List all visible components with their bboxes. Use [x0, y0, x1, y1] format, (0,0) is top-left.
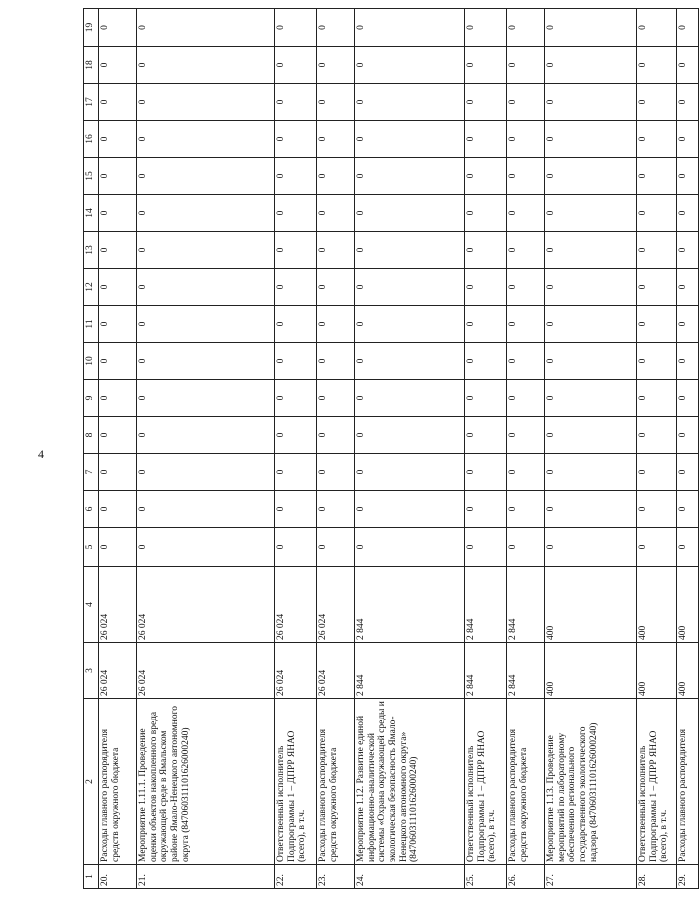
value-cell: 0: [677, 491, 699, 528]
column-header: 12: [84, 269, 99, 306]
value-cell: 0: [637, 9, 677, 47]
value-cell: 0: [317, 417, 355, 454]
value-cell: 0: [545, 195, 637, 232]
value-cell: 0: [355, 121, 465, 158]
value-cell: 0: [317, 454, 355, 491]
value-cell: 0: [317, 121, 355, 158]
value-cell: 0: [545, 9, 637, 47]
value-cell: 0: [465, 528, 507, 567]
column-header: 18: [84, 47, 99, 84]
value-cell: 0: [545, 343, 637, 380]
value-cell: 0: [637, 269, 677, 306]
value-cell: 0: [99, 47, 137, 84]
value-cell: 0: [317, 195, 355, 232]
value-cell: 0: [275, 47, 317, 84]
value-cell: 0: [677, 232, 699, 269]
budget-table: [83, 8, 699, 889]
value-cell: 0: [637, 417, 677, 454]
value-cell: 0: [677, 269, 699, 306]
value-cell: 0: [355, 84, 465, 121]
value-cell: 0: [317, 9, 355, 47]
value-cell: 0: [99, 9, 137, 47]
column-header: 7: [84, 454, 99, 491]
value-cell: 0: [355, 232, 465, 269]
table-row: [507, 9, 545, 889]
table-row: [137, 9, 275, 889]
value-cell: 0: [99, 232, 137, 269]
value-cell: 0: [507, 47, 545, 84]
value-cell: 0: [465, 232, 507, 269]
row-description: Ответственный исполнитель Подпрограммы 1 – ДПРР ЯНАО (всего), в т.ч.: [465, 699, 507, 865]
value-cell: 0: [465, 269, 507, 306]
value-cell: 0: [355, 47, 465, 84]
column-header: 16: [84, 121, 99, 158]
value-cell: 0: [637, 121, 677, 158]
value-cell: 2 844: [507, 643, 545, 699]
table-body: [99, 9, 699, 889]
row-number: 26.: [507, 865, 545, 889]
value-cell: 0: [465, 491, 507, 528]
value-cell: 0: [355, 195, 465, 232]
value-cell: 0: [637, 343, 677, 380]
value-cell: 0: [507, 232, 545, 269]
table-row: [465, 9, 507, 889]
value-cell: 0: [137, 306, 275, 343]
value-cell: 0: [545, 417, 637, 454]
value-cell: 0: [275, 491, 317, 528]
value-cell: 0: [545, 84, 637, 121]
table-row: [677, 9, 699, 889]
row-description: Расходы главного распорядителя: [677, 699, 699, 865]
value-cell: 0: [465, 9, 507, 47]
value-cell: 0: [545, 306, 637, 343]
value-cell: 0: [507, 417, 545, 454]
value-cell: 0: [355, 306, 465, 343]
value-cell: 0: [137, 232, 275, 269]
row-number: 29.: [677, 865, 699, 889]
value-cell: 0: [99, 528, 137, 567]
value-cell: 0: [545, 380, 637, 417]
value-cell: 0: [137, 269, 275, 306]
value-cell: 0: [545, 491, 637, 528]
value-cell: 2 844: [465, 643, 507, 699]
value-cell: 0: [637, 306, 677, 343]
value-cell: 0: [637, 195, 677, 232]
value-cell: 0: [137, 195, 275, 232]
column-header: 4: [84, 567, 99, 643]
table-row: [275, 9, 317, 889]
value-cell: 0: [637, 158, 677, 195]
value-cell: 0: [465, 380, 507, 417]
value-cell: 2 844: [355, 643, 465, 699]
value-cell: 0: [637, 380, 677, 417]
value-cell: 0: [275, 454, 317, 491]
value-cell: 26 024: [137, 567, 275, 643]
row-number: 23.: [317, 865, 355, 889]
page-number: 4: [38, 447, 44, 461]
value-cell: 0: [637, 454, 677, 491]
value-cell: 400: [545, 567, 637, 643]
header-row: [84, 9, 99, 889]
value-cell: 0: [507, 158, 545, 195]
row-description: Расходы главного распорядителя средств окружного бюджета: [317, 699, 355, 865]
value-cell: 0: [677, 84, 699, 121]
value-cell: 0: [317, 306, 355, 343]
value-cell: 0: [545, 158, 637, 195]
value-cell: 0: [275, 528, 317, 567]
column-header: 19: [84, 9, 99, 47]
value-cell: 0: [137, 9, 275, 47]
value-cell: 0: [465, 417, 507, 454]
value-cell: 0: [637, 47, 677, 84]
value-cell: 0: [137, 121, 275, 158]
value-cell: 0: [677, 47, 699, 84]
value-cell: 0: [137, 380, 275, 417]
value-cell: 0: [275, 380, 317, 417]
value-cell: 0: [465, 454, 507, 491]
row-description: Мероприятие 1.11.1. Проведение оценки объектов накопленного вреда окружающей среде в Ямальском районе Ямало-Ненецкого автономного округа (847060311101626000240): [137, 699, 275, 865]
value-cell: 0: [275, 121, 317, 158]
value-cell: 0: [275, 158, 317, 195]
value-cell: 0: [545, 121, 637, 158]
value-cell: 0: [275, 417, 317, 454]
value-cell: 0: [507, 454, 545, 491]
value-cell: 400: [637, 567, 677, 643]
table-row: [637, 9, 677, 889]
value-cell: 0: [317, 528, 355, 567]
value-cell: 0: [677, 121, 699, 158]
column-header: 14: [84, 195, 99, 232]
table-row: [317, 9, 355, 889]
value-cell: 0: [465, 343, 507, 380]
value-cell: 0: [317, 343, 355, 380]
column-header: 10: [84, 343, 99, 380]
value-cell: 0: [275, 343, 317, 380]
value-cell: 0: [637, 232, 677, 269]
value-cell: 0: [465, 121, 507, 158]
value-cell: 0: [677, 158, 699, 195]
value-cell: 0: [677, 195, 699, 232]
value-cell: 400: [677, 643, 699, 699]
table-row: [545, 9, 637, 889]
value-cell: 0: [99, 343, 137, 380]
row-number: 21.: [137, 865, 275, 889]
value-cell: 0: [137, 491, 275, 528]
value-cell: 26 024: [275, 567, 317, 643]
row-number: 20.: [99, 865, 137, 889]
value-cell: 0: [677, 9, 699, 47]
row-description: Ответственный исполнитель Подпрограммы 1 – ДПРР ЯНАО (всего), в т.ч.: [275, 699, 317, 865]
value-cell: 0: [465, 306, 507, 343]
value-cell: 0: [465, 195, 507, 232]
column-header: 5: [84, 528, 99, 567]
column-header: 9: [84, 380, 99, 417]
value-cell: 0: [355, 9, 465, 47]
value-cell: 0: [677, 343, 699, 380]
column-header: 15: [84, 158, 99, 195]
value-cell: 0: [137, 84, 275, 121]
value-cell: 0: [355, 158, 465, 195]
value-cell: 2 844: [465, 567, 507, 643]
value-cell: 0: [355, 528, 465, 567]
value-cell: 0: [275, 84, 317, 121]
column-header: 3: [84, 643, 99, 699]
value-cell: 0: [137, 454, 275, 491]
value-cell: 26 024: [275, 643, 317, 699]
row-number: 25.: [465, 865, 507, 889]
value-cell: 0: [507, 195, 545, 232]
value-cell: 0: [275, 269, 317, 306]
value-cell: 0: [465, 158, 507, 195]
value-cell: 26 024: [317, 643, 355, 699]
row-description: Ответственный исполнитель Подпрограммы 1 – ДПРР ЯНАО (всего), в т.ч.: [637, 699, 677, 865]
row-description: Расходы главного распорядителя средств окружного бюджета: [99, 699, 137, 865]
value-cell: 0: [507, 269, 545, 306]
value-cell: 2 844: [355, 567, 465, 643]
row-number: 24.: [355, 865, 465, 889]
value-cell: 0: [275, 195, 317, 232]
column-header: 6: [84, 491, 99, 528]
value-cell: 0: [465, 47, 507, 84]
value-cell: 0: [355, 380, 465, 417]
value-cell: 0: [317, 84, 355, 121]
value-cell: 0: [99, 491, 137, 528]
column-header: 11: [84, 306, 99, 343]
value-cell: 0: [545, 269, 637, 306]
value-cell: 26 024: [99, 643, 137, 699]
value-cell: 0: [637, 84, 677, 121]
column-header: 13: [84, 232, 99, 269]
value-cell: 0: [355, 491, 465, 528]
value-cell: 0: [545, 232, 637, 269]
value-cell: 26 024: [317, 567, 355, 643]
value-cell: 0: [275, 9, 317, 47]
value-cell: 0: [507, 84, 545, 121]
value-cell: 0: [677, 528, 699, 567]
row-number: 27.: [545, 865, 637, 889]
value-cell: 0: [99, 454, 137, 491]
value-cell: 0: [465, 84, 507, 121]
value-cell: 0: [137, 47, 275, 84]
value-cell: 0: [317, 232, 355, 269]
value-cell: 0: [355, 343, 465, 380]
value-cell: 2 844: [507, 567, 545, 643]
value-cell: 0: [99, 380, 137, 417]
row-description: Расходы главного распорядителя средств окружного бюджета: [507, 699, 545, 865]
rotated-page-content: [83, 9, 688, 889]
value-cell: 0: [317, 47, 355, 84]
value-cell: 0: [677, 454, 699, 491]
value-cell: 0: [637, 528, 677, 567]
value-cell: 0: [317, 380, 355, 417]
column-header: 2: [84, 699, 99, 865]
value-cell: 0: [545, 47, 637, 84]
value-cell: 0: [137, 343, 275, 380]
table-row: [99, 9, 137, 889]
value-cell: 26 024: [137, 643, 275, 699]
column-header: 8: [84, 417, 99, 454]
value-cell: 0: [99, 269, 137, 306]
value-cell: 0: [355, 269, 465, 306]
value-cell: 0: [677, 417, 699, 454]
value-cell: 0: [275, 306, 317, 343]
value-cell: 0: [137, 158, 275, 195]
value-cell: 400: [545, 643, 637, 699]
value-cell: 0: [507, 306, 545, 343]
column-header: 17: [84, 84, 99, 121]
value-cell: 0: [507, 528, 545, 567]
value-cell: 0: [355, 454, 465, 491]
table-row: [355, 9, 465, 889]
row-number: 28.: [637, 865, 677, 889]
value-cell: 0: [99, 158, 137, 195]
row-number: 22.: [275, 865, 317, 889]
value-cell: 0: [507, 380, 545, 417]
value-cell: 0: [677, 306, 699, 343]
value-cell: 0: [545, 454, 637, 491]
value-cell: 0: [545, 528, 637, 567]
value-cell: 400: [637, 643, 677, 699]
value-cell: 26 024: [99, 567, 137, 643]
value-cell: 0: [137, 417, 275, 454]
value-cell: 0: [637, 491, 677, 528]
value-cell: 0: [507, 491, 545, 528]
value-cell: 0: [99, 306, 137, 343]
row-description: Мероприятие 1.12. Развитие единой информационно-аналитической системы «Охрана окружающей среды и экологическая безопасность Ямало-Ненецкого автономного округа» (847060311101626000240): [355, 699, 465, 865]
value-cell: 0: [317, 158, 355, 195]
value-cell: 0: [317, 491, 355, 528]
value-cell: 0: [275, 232, 317, 269]
value-cell: 0: [507, 9, 545, 47]
value-cell: 0: [99, 84, 137, 121]
value-cell: 0: [677, 380, 699, 417]
row-description: Мероприятие 1.13. Проведение мероприятий по лабораторному обеспечению регионального государственного экологического надзора (847060311101626000240): [545, 699, 637, 865]
value-cell: 0: [507, 343, 545, 380]
value-cell: 0: [507, 121, 545, 158]
column-header: 1: [84, 865, 99, 889]
value-cell: 0: [99, 417, 137, 454]
value-cell: 0: [317, 269, 355, 306]
value-cell: 0: [99, 195, 137, 232]
value-cell: 0: [137, 528, 275, 567]
value-cell: 400: [677, 567, 699, 643]
value-cell: 0: [99, 121, 137, 158]
value-cell: 0: [355, 417, 465, 454]
